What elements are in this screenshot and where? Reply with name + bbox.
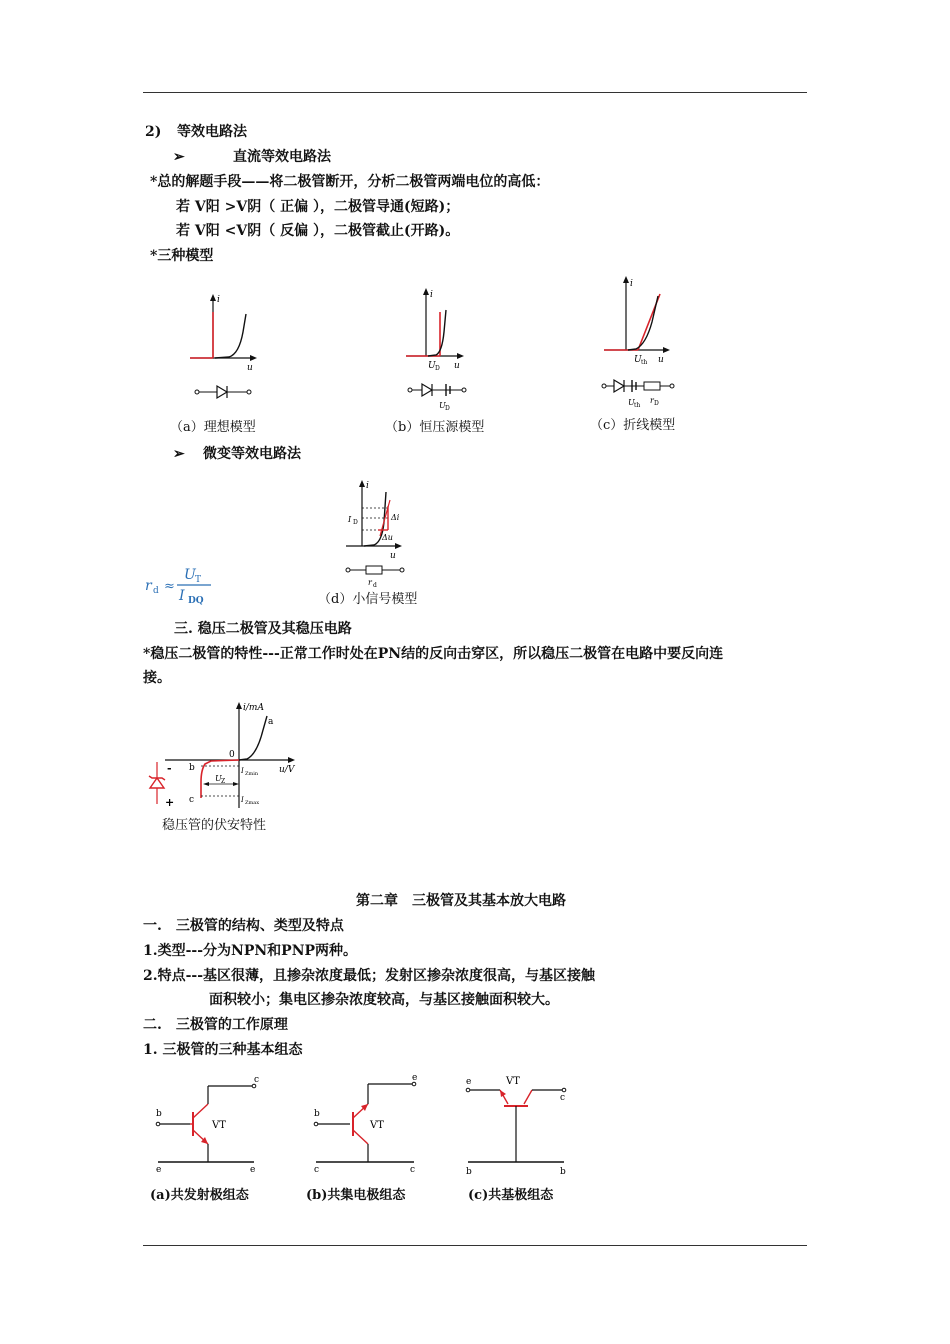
id-label: I	[348, 515, 352, 524]
zener-axis-i: i/mA	[243, 703, 264, 713]
ch2-feature-2: 面积较小；集电区掺杂浓度较高，与基区接触面积较大。	[209, 992, 559, 1008]
axis-u-label: u	[390, 551, 396, 561]
common-emitter-circuit	[150, 1076, 270, 1176]
ud-label: U	[428, 361, 436, 371]
small-rd-sub: d	[373, 582, 377, 589]
zener-iv-graph	[143, 700, 303, 816]
ce-terminal-b: b	[156, 1109, 162, 1119]
zener-point-a: a	[268, 717, 274, 727]
zener-minus: -	[167, 762, 172, 775]
cc-vt-label: VT	[370, 1120, 384, 1131]
uth-source-sub: th	[634, 402, 641, 409]
ch2-section-2-1: 1. 三极管的三种基本组态	[143, 1042, 303, 1058]
axis-u-label: u	[658, 355, 664, 365]
id-sub: D	[353, 519, 358, 526]
zener-title: 三. 稳压二极管及其稳压电路	[174, 621, 352, 637]
cb-terminal-b: b	[466, 1167, 472, 1177]
axis-i-label: i	[430, 290, 433, 300]
piecewise-model-graph	[598, 272, 688, 412]
formula-idq: I	[179, 588, 185, 604]
uth-sub: th	[641, 359, 648, 366]
cc-terminal-c2: c	[410, 1165, 416, 1175]
rd-formula	[143, 562, 223, 606]
svg-text:≈: ≈	[164, 579, 175, 594]
caption-constant-voltage-model: （b）恒压源模型	[385, 420, 485, 435]
condition-reverse: 若 V阳 <V阴（ 反偏 ），二极管截止(开路)。	[176, 223, 460, 239]
uz-sub: Z	[221, 778, 226, 785]
small-signal-title: 微变等效电路法	[203, 446, 301, 462]
zener-desc-1: *稳压二极管的特性---正常工作时处在PN结的反向击穿区，所以稳压二极管在电路中要反向连	[143, 646, 724, 662]
axis-u-label: u	[454, 361, 460, 371]
uth-label: U	[634, 355, 642, 365]
common-collector-circuit	[310, 1073, 430, 1176]
delta-u-label: Δu	[382, 533, 393, 542]
sec-title: 等效电路法	[177, 124, 247, 140]
cb-terminal-e: e	[466, 1077, 472, 1087]
uz-label: U	[215, 774, 222, 783]
zener-axis-u: u/V	[279, 765, 295, 775]
axis-i-label: i	[217, 295, 220, 305]
ce-terminal-e: e	[156, 1165, 162, 1175]
method-text: *总的解题手段——将二极管断开，分析二极管两端电位的高低：	[150, 174, 550, 190]
cc-terminal-c: c	[314, 1165, 320, 1175]
ud-sub: D	[435, 365, 440, 372]
ud-source-sub: D	[445, 405, 450, 412]
uth-source-label: U	[628, 398, 635, 407]
axis-i-label: i	[630, 279, 633, 289]
izmax-sub: Zmax	[245, 800, 260, 806]
formula-rd: r	[145, 578, 152, 594]
delta-i-label: Δi	[391, 513, 400, 522]
ch2-type: 1.类型---分为NPN和PNP两种。	[143, 943, 358, 959]
small-rd-label: r	[368, 578, 372, 587]
models-heading: *三种模型	[150, 248, 214, 264]
rd-label: r	[650, 396, 654, 405]
ce-vt-label: VT	[212, 1120, 226, 1131]
izmin-label: I	[241, 767, 244, 775]
ch2-feature-1: 2.特点---基区很薄，且掺杂浓度最低；发射区掺杂浓度很高，与基区接触	[143, 968, 596, 984]
footer-rule	[143, 1245, 807, 1246]
dc-title: 直流等效电路法	[233, 149, 331, 165]
zener-point-c: c	[189, 795, 195, 805]
axis-u-label: u	[247, 363, 253, 373]
small-signal-model-graph	[342, 478, 412, 588]
axis-i-label: i	[366, 481, 369, 491]
cb-terminal-c: c	[560, 1093, 566, 1103]
sec-number: 2)	[145, 124, 162, 140]
caption-ideal-model: （a）理想模型	[170, 420, 256, 435]
caption-small-signal-model: （d）小信号模型	[318, 592, 418, 607]
zener-plus: +	[165, 796, 175, 809]
caption-common-collector: (b)共集电极组态	[306, 1188, 406, 1203]
zener-point-b: b	[189, 763, 195, 773]
formula-ut-sub: T	[195, 575, 202, 585]
cc-terminal-b: b	[314, 1109, 320, 1119]
chapter-title: 第二章 三极管及其基本放大电路	[356, 893, 566, 909]
common-base-circuit	[462, 1074, 582, 1178]
bullet-icon: ➢	[173, 149, 185, 165]
cc-terminal-e: e	[412, 1073, 418, 1083]
rd-sub: D	[654, 400, 659, 407]
caption-common-emitter: (a)共发射极组态	[150, 1188, 249, 1203]
zener-desc-2: 接。	[143, 670, 171, 686]
izmax-label: I	[241, 796, 244, 804]
izmin-sub: Zmin	[245, 771, 259, 777]
condition-forward: 若 V阳 >V阴（ 正偏 ），二极管导通(短路)；	[176, 199, 460, 215]
ce-terminal-e2: e	[250, 1165, 256, 1175]
cb-vt-label: VT	[506, 1076, 520, 1087]
caption-common-base: (c)共基极组态	[468, 1188, 554, 1203]
constant-voltage-model-graph	[402, 286, 482, 416]
formula-idq-sub: DQ	[188, 596, 204, 606]
ideal-model-graph	[185, 292, 265, 412]
cb-terminal-b2: b	[560, 1167, 566, 1177]
ch2-section-2: 二. 三极管的工作原理	[143, 1017, 288, 1033]
formula-rd-sub: d	[153, 586, 159, 596]
caption-piecewise-model: （c）折线模型	[590, 418, 676, 433]
bullet-icon: ➢	[173, 446, 185, 462]
header-rule	[143, 92, 807, 93]
formula-ut: U	[184, 567, 196, 583]
zener-origin: 0	[229, 750, 235, 760]
ud-source-label: U	[439, 401, 446, 410]
ch2-section-1: 一. 三极管的结构、类型及特点	[143, 918, 344, 934]
zener-caption: 稳压管的伏安特性	[162, 818, 267, 833]
ce-terminal-c: c	[254, 1075, 260, 1085]
